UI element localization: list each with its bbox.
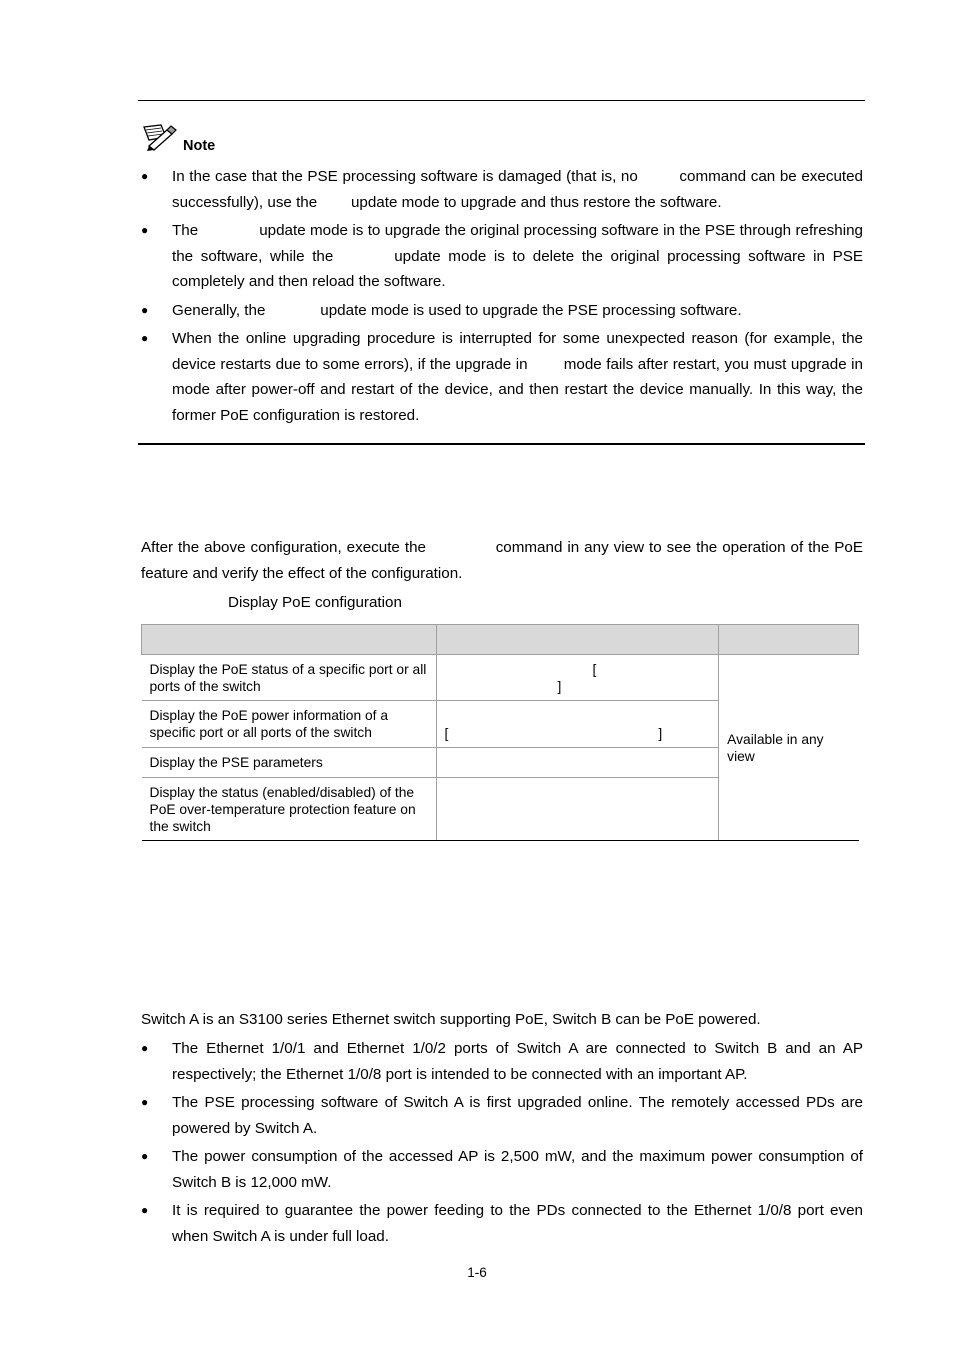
note-label: Note bbox=[183, 138, 216, 154]
bullet-icon: ● bbox=[141, 1149, 149, 1163]
table-row bbox=[142, 655, 859, 701]
scenario-item: ● The PSE processing software of Switch A is first upgraded online. The remotely accessed PDs are powered by Switch A. bbox=[141, 1090, 863, 1141]
note-bottom-rule bbox=[138, 443, 865, 445]
bullet-icon: ● bbox=[141, 169, 149, 183]
bullet-icon: ● bbox=[141, 1041, 149, 1055]
command-cell bbox=[436, 778, 719, 841]
note-header bbox=[141, 121, 215, 155]
scenario-item: ● The power consumption of the accessed AP is 2,500 mW, and the maximum power consumption of Switch B is 12,000 mW. bbox=[141, 1144, 863, 1195]
bullet-icon: ● bbox=[141, 223, 149, 237]
intro-paragraph: After the above configuration, execute the command in any view to see the operation of the PoE feature and verify the effect of the configuration. bbox=[141, 539, 868, 582]
bullet-icon: ● bbox=[141, 331, 149, 345]
page-number: 1-6 bbox=[467, 1265, 487, 1280]
note-item: ● When the online upgrading procedure is interrupted for some unexpected reason (for example, the device restarts due to some errors), if the upgrade in mode fails after restart, you must upgrade in mode after power-off and restart of the device, and then restart the device manually. In this way, the former PoE configuration is restored. bbox=[141, 326, 863, 428]
operation-cell: Display the status (enabled/disabled) of the PoE over-temperature protection feature on the switch bbox=[142, 778, 437, 841]
operation-cell: Display the PoE status of a specific port or all ports of the switch bbox=[142, 655, 437, 701]
bullet-icon: ● bbox=[141, 302, 149, 317]
header-command bbox=[436, 625, 719, 655]
command-cell: [ ] bbox=[436, 655, 719, 701]
command-cell bbox=[436, 748, 719, 778]
note-item: ● In the case that the PSE processing software is damaged (that is, no command can be executed successfully), use the update mode to upgrade and thus restore the software. bbox=[141, 164, 863, 215]
scenario-item: ● It is required to guarantee the power feeding to the PDs connected to the Ethernet 1/0/8 port even when Switch A is under full load. bbox=[141, 1198, 863, 1249]
bullet-icon: ● bbox=[141, 1203, 149, 1217]
scenario-list bbox=[141, 1036, 863, 1252]
operation-cell: Display the PSE parameters bbox=[142, 748, 437, 778]
note-top-rule bbox=[138, 100, 865, 101]
header-operation bbox=[142, 625, 437, 655]
note-list bbox=[141, 164, 897, 431]
scenario-intro: Switch A is an S3100 series Ethernet switch supporting PoE, Switch B can be PoE powered. bbox=[141, 1011, 761, 1028]
note-item: ● The update mode is to upgrade the original processing software in the PSE through refreshing the software, while the update mode is to delete the original processing software in PSE completely and then reload the software. bbox=[141, 218, 863, 295]
bullet-icon: ● bbox=[141, 1095, 149, 1109]
poe-display-table bbox=[141, 624, 859, 841]
command-cell: [ ] bbox=[436, 701, 719, 748]
operation-cell: Display the PoE power information of a specific port or all ports of the switch bbox=[142, 701, 437, 748]
table-caption: Display PoE configuration bbox=[228, 594, 402, 611]
header-remarks bbox=[719, 625, 859, 655]
note-item: ● Generally, the update mode is used to upgrade the PSE processing software. bbox=[141, 298, 863, 324]
remarks-cell: Available in any view bbox=[719, 655, 859, 841]
scenario-item: ● The Ethernet 1/0/1 and Ethernet 1/0/2 ports of Switch A are connected to Switch B and an AP respectively; the Ethernet 1/0/8 port is intended to be connected with an important AP. bbox=[141, 1036, 863, 1087]
table-header-row bbox=[142, 625, 859, 655]
note-pencil-icon bbox=[141, 121, 179, 155]
